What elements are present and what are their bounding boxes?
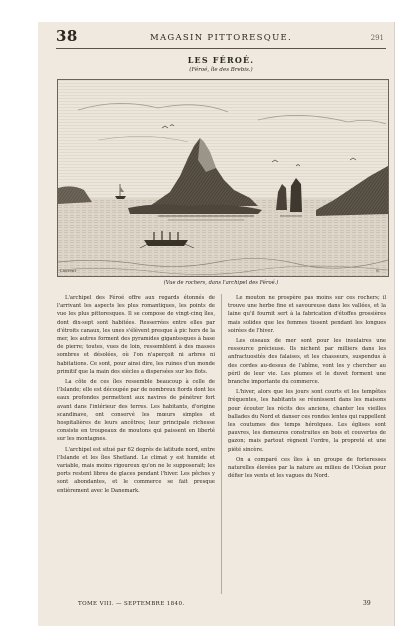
running-title: MAGASIN PITTORESQUE. [149,33,293,43]
issue-number: 291 [370,34,384,42]
column-divider [221,294,222,594]
signature-mark: 39 [363,600,371,607]
paragraph: L'archipel des Féroé offre aux regards étonnés de l'arrivant les aspects les plus romantiques, les points de vue les plus pittoresques. Il se compose de vingt-cinq îles, dont dix-sept sont habitées. Resserrées entre elles par d'étroits canaux, les unes s'élèvent presque à pic hors de la mer, les autres forment des pyramides gigantesques à base de pierre; toutes, vues de loin, ressemblent à des masses sombres et désolées, où l'on n'aperçoit ni arbres ni habitations. Ce sont, pour ainsi dire, les ruines d'un monde primitif que la main des siècles a dispersées sur les flots. [57,295,215,375]
paragraph: La côte de ces îles ressemble beaucoup à celle de l'Islande; elle est découpée par de nombreux fiords dont les eaux profondes permettent aux navires de pénétrer fort avant dans l'intérieur des terres. Les habitants, d'origine scandinave, ont conservé les mœurs simples et hospitalières de leurs ancêtres; leur principale richesse consiste en troupeaux de moutons qui paissent en liberté sur les montagnes. [57,379,215,443]
sea-rocks-engraving [58,80,388,276]
engraver-signature-left: Laurent [60,268,77,273]
engraving-illustration [57,79,389,277]
page-header [56,27,386,49]
volume-info: TOME VIII. — SEPTEMBRE 1840. [78,601,185,607]
text-column-right [228,294,386,594]
paragraph: Les oiseaux de mer sont pour les insulaires une ressource précieuse. Ils nichent par milliers dans les anfractuosités des falaises, et les chasseurs, suspendus à des cordes au-dessus de l'abîme, vont les y chercher au péril de leur vie. Les plumes et le duvet forment une branche importante du commerce. [228,338,386,386]
paragraph: On a comparé ces îles à un groupe de forteresses naturelles élevées par la nature au milieu de l'Océan pour défier les vents et les vagues du Nord. [228,456,386,480]
article-title: LES FÉROÉ. [187,55,255,65]
figure-caption: (Vue de rochers, dans l'archipel des Féroé.) [163,280,279,286]
article-subtitle: (Féroé, île des Brebis.) [189,67,253,73]
paragraph: L'archipel est situé par 62 degrés de latitude nord, entre l'Islande et les îles Shetland. Le climat y est humide et variable, mais moins rigoureux qu'on ne le supposerait; les ports restent libres de glaces pendant l'hiver. Les pêches y sont abondantes, et le commerce se fait presque entièrement avec le Danemark. [57,446,215,494]
engraver-signature-right: S. [376,268,380,273]
paragraph: Le mouton ne prospère pas moins sur ces rochers; il trouve une herbe fine et savoureuse dans les vallées, et la laine qu'il fournit sert à la fabrication d'étoffes grossières mais solides que les femmes tissent pendant les longues soirées de l'hiver. [228,295,386,334]
paragraph: L'hiver, alors que les jours sont courts et les tempêtes fréquentes, les habitants se réunissent dans les maisons pour écouter les récits des anciens, chanter les vieilles ballades du Nord et danser ces rondes lentes qui rappellent les coutumes des temps héroïques. Les églises sont pauvres, les demeures construites en bois et couvertes de gazon; mais partout règnent l'ordre, la propreté et une piété sincère. [228,389,386,453]
text-column-left [57,294,215,594]
page-number: 38 [56,27,78,45]
